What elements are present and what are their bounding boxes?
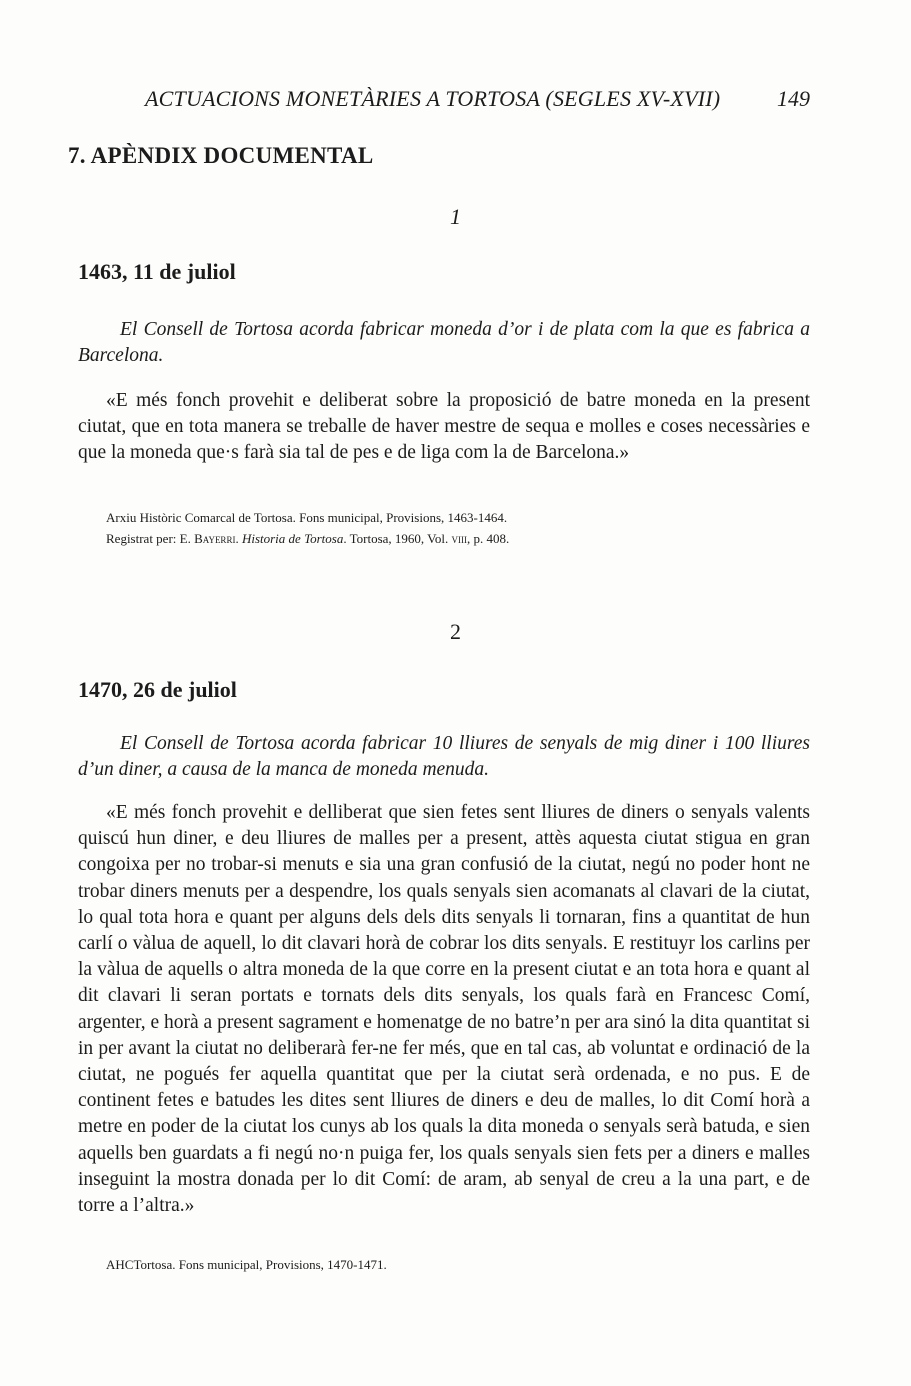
registry-separator: . [235, 531, 242, 546]
registry-prefix: Registrat per: E. [106, 531, 195, 546]
registry-author: Bayerri [194, 531, 236, 546]
document-source [106, 507, 509, 549]
document-summary: El Consell de Tortosa acorda fabricar moneda d’or i de plata com la que es fabrica a Barcelona. [78, 319, 810, 366]
document-summary: El Consell de Tortosa acorda fabricar 10 lliures de senyals de mig diner i 100 lliures d’un diner, a causa de la manca de moneda menuda. [78, 733, 810, 780]
document-transcription: «E més fonch provehit e deliberat sobre la proposició de batre moneda en la present ciutat, que en tota manera se treballe de haver mestre de sequa e molles e coses necessàries e que la moneda que·s farà sia tal de pes e de liga com la de Barcelona.» [78, 390, 810, 464]
registry-details: . Tortosa, 1960, Vol. [343, 531, 452, 546]
document-number: 1 [450, 204, 461, 229]
document-number: 2 [450, 619, 461, 644]
document-source [106, 1254, 387, 1275]
section-heading: 7. APÈNDIX DOCUMENTAL [68, 143, 374, 168]
source-registry-line [106, 528, 509, 549]
registry-page: , p. 408. [467, 531, 510, 546]
page-header [145, 86, 810, 120]
document-date: 1470, 26 de juliol [78, 677, 237, 702]
registry-volume: viii [451, 531, 468, 546]
page-number: 149 [777, 86, 810, 111]
source-archive-line: AHCTortosa. Fons municipal, Provisions, 1470-1471. [106, 1257, 387, 1272]
document-transcription: «E més fonch provehit e delliberat que sien fetes sent lliures de diners o senyals valents quiscú hun diner, e deu lliures de malles per a present, attès aquesta ciutat stigua en gran congoixa per no trobar-si menuts e sia una gran confusió de la ciutat, negú no poder hont ne trobar diners menuts per a despendre, los quals senyals sien acomanats al clavari de la ciutat, lo qual tota hora e quant per alguns dels dels dits senyals li tornaran, fins a quantitat de hun carlí o vàlua de aquell, lo dit clavari horà de cobrar los dits senyals. E restituyr los carlins per la vàlua de aquells o altra moneda de la que corre en la present ciutat e an tota hora e quant al dit clavari li seran portats e tornats dels dits senyals, los quals farà en Francesc Comí, argenter, e horà a present sagrament e homenatge de no batre’n per ara sinó la dita quantitat si in per avant la ciutat no deliberarà fer-ne fer més, que en tal cas, ab voluntat e ordinació de la ciutat, ne pogués fer aquella quantitat que per la ciutat serà ordenada, e no pus. E de continent fetes e batudes les dites sent lliures de diners e deu de malles, lo dit Comí horà a metre en poder de la ciutat los cunys ab los quals la dita moneda o senyals serà batuda, e sien aquells ben guardats a fi negú no·n puiga fer, los quals senyals sien fets per a diners e malles inseguint la mostra donada per lo dit Comí: de aram, ab senyal de creu a la una part, e de torre a l’altra.» [78, 802, 810, 1217]
running-title: ACTUACIONS MONETÀRIES A TORTOSA (SEGLES XV-XVII) [145, 86, 721, 111]
source-archive-line: Arxiu Històric Comarcal de Tortosa. Fons municipal, Provisions, 1463-1464. [106, 510, 508, 525]
registry-title: Historia de Tortosa [241, 531, 344, 546]
document-date: 1463, 11 de juliol [78, 259, 236, 284]
